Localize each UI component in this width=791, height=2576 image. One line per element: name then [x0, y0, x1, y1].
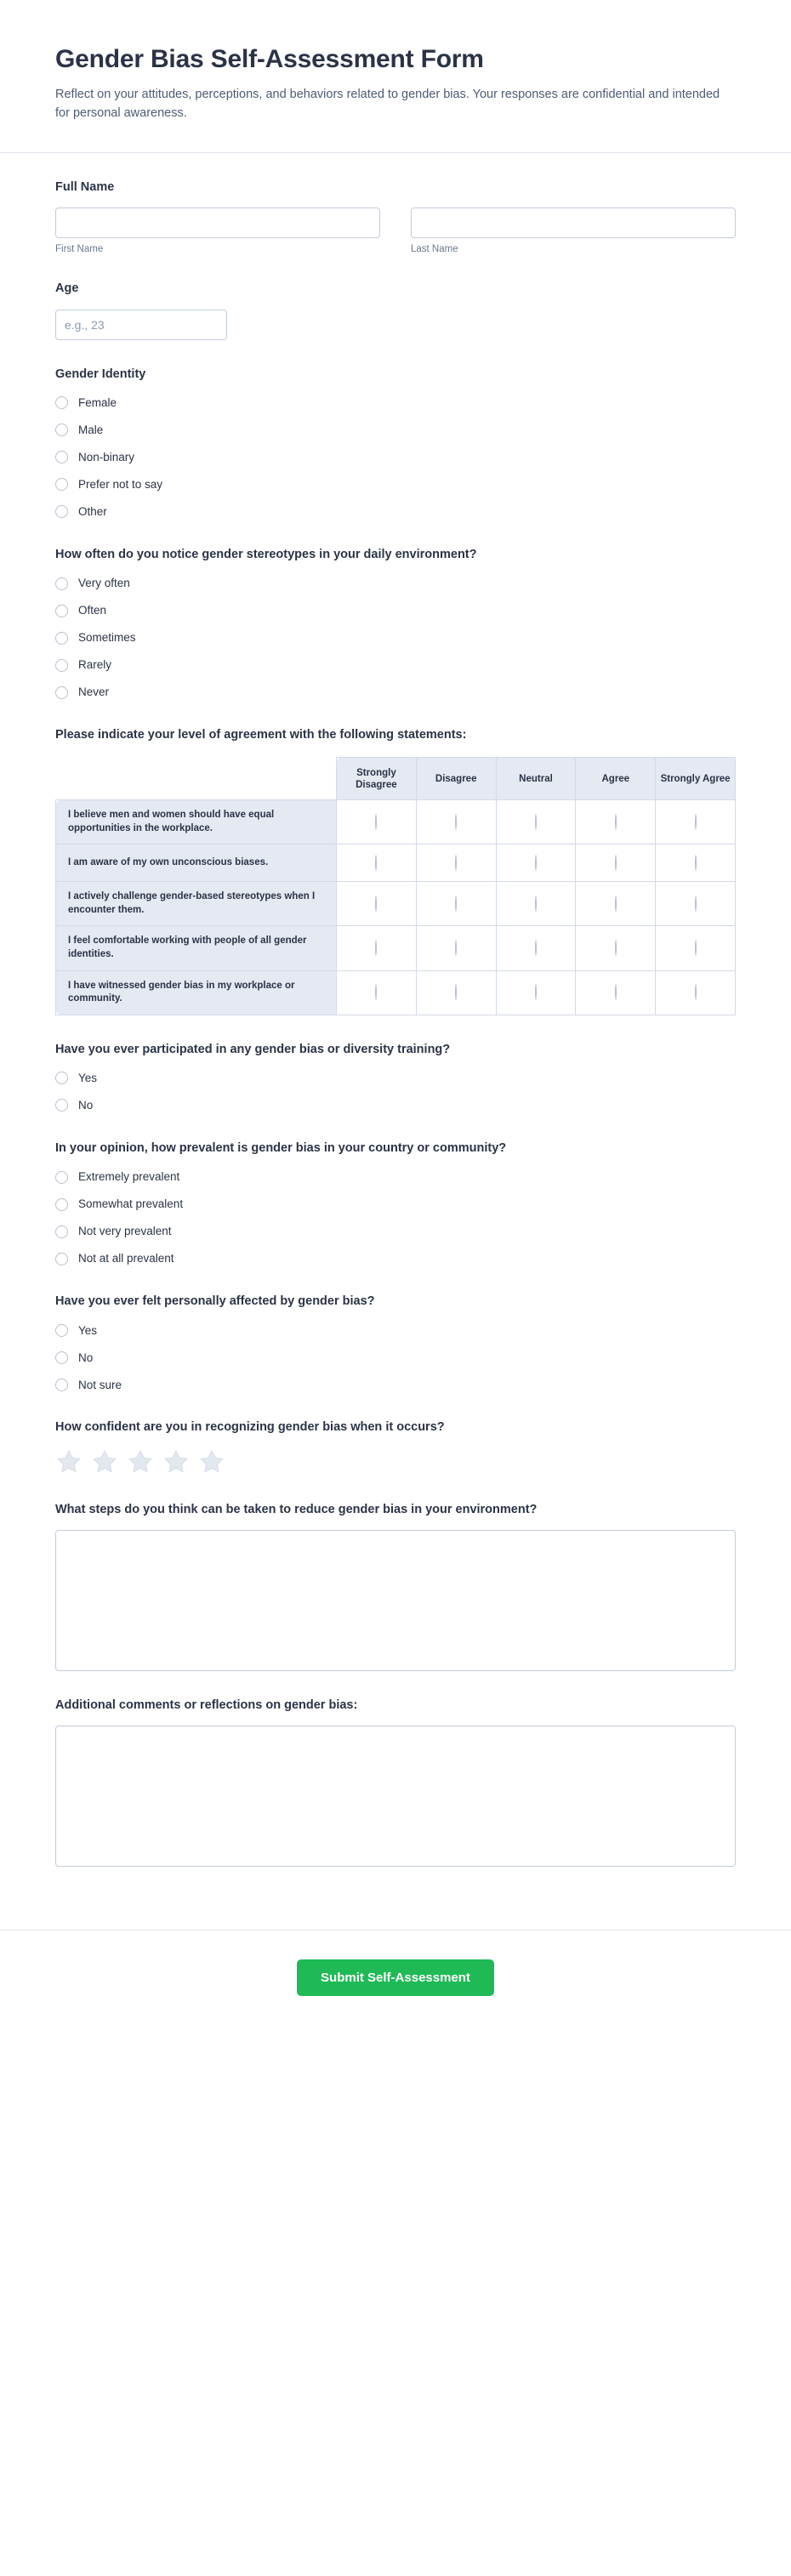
matrix-row-label: I am aware of my own unconscious biases. [56, 844, 337, 882]
radio-option-label: Somewhat prevalent [78, 1197, 184, 1211]
radio-option[interactable] [55, 1376, 736, 1393]
radio-circle-icon[interactable] [695, 855, 697, 871]
matrix-radio-cell[interactable] [337, 926, 417, 970]
radio-option-label: Extremely prevalent [78, 1170, 180, 1184]
agreement-matrix-wrap [55, 757, 736, 1015]
matrix-column-header: Agree [576, 758, 656, 800]
radio-circle-icon[interactable] [615, 855, 617, 871]
matrix-radio-cell[interactable] [576, 970, 656, 1015]
first-name-sublabel: First Name [55, 244, 104, 255]
confidence-rating-label: How confident are you in recognizing gender bias when it occurs? [55, 1420, 445, 1435]
matrix-radio-cell[interactable] [656, 800, 736, 844]
radio-option-label: Non-binary [78, 451, 135, 464]
matrix-radio-cell[interactable] [337, 882, 417, 926]
field-age [55, 280, 736, 339]
full-name-label: Full Name [55, 179, 115, 194]
radio-option[interactable] [55, 575, 736, 592]
radio-option-label: Often [78, 604, 107, 617]
field-training [55, 1041, 736, 1114]
matrix-row [56, 844, 736, 882]
radio-option[interactable] [55, 395, 736, 412]
radio-option[interactable] [55, 503, 736, 520]
radio-circle-icon[interactable] [55, 1379, 68, 1391]
matrix-radio-cell[interactable] [416, 970, 496, 1015]
radio-circle-icon[interactable] [615, 984, 617, 1000]
name-row [55, 208, 736, 254]
training-label: Have you ever participated in any gender bias or diversity training? [55, 1042, 451, 1056]
matrix-radio-cell[interactable] [576, 926, 656, 970]
steps-question-label: What steps do you think can be taken to reduce gender bias in your environment? [55, 1502, 538, 1516]
star-icon[interactable] [198, 1448, 225, 1476]
matrix-row-label: I actively challenge gender-based stereotypes when I encounter them. [56, 882, 337, 926]
radio-circle-icon[interactable] [55, 451, 68, 463]
radio-option-label: Male [78, 424, 104, 437]
radio-circle-icon[interactable] [695, 940, 697, 956]
radio-circle-icon[interactable] [455, 896, 457, 912]
matrix-radio-cell[interactable] [656, 882, 736, 926]
radio-option-label: No [78, 1099, 94, 1112]
radio-circle-icon[interactable] [375, 940, 377, 956]
radio-circle-icon[interactable] [455, 984, 457, 1000]
radio-option[interactable] [55, 1169, 736, 1186]
first-name-col [55, 208, 380, 254]
last-name-sublabel: Last Name [411, 244, 458, 255]
radio-option-label: Sometimes [78, 631, 136, 645]
radio-option-label: Yes [78, 1072, 98, 1085]
matrix-row-label: I feel comfortable working with people of all gender identities. [56, 926, 337, 970]
stereotype-frequency-label: How often do you notice gender stereotypes in your daily environment? [55, 547, 477, 561]
additional-comments-textarea[interactable] [55, 1726, 736, 1867]
matrix-column-header: Strongly Disagree [337, 758, 417, 800]
radio-option[interactable] [55, 657, 736, 674]
matrix-radio-cell[interactable] [496, 970, 576, 1015]
radio-circle-icon[interactable] [55, 1324, 68, 1337]
radio-option-label: Prefer not to say [78, 478, 163, 492]
matrix-radio-cell[interactable] [656, 844, 736, 882]
matrix-radio-cell[interactable] [576, 882, 656, 926]
additional-comments-label: Additional comments or reflections on gender bias: [55, 1698, 358, 1713]
radio-circle-icon[interactable] [55, 478, 68, 491]
field-full-name [55, 179, 736, 254]
matrix-head [56, 758, 736, 800]
radio-circle-icon[interactable] [55, 1198, 68, 1211]
field-confidence-rating [55, 1419, 736, 1475]
radio-circle-icon[interactable] [55, 1072, 68, 1084]
star-rating[interactable] [55, 1448, 736, 1476]
star-icon[interactable] [162, 1448, 190, 1476]
radio-circle-icon[interactable] [455, 855, 457, 871]
radio-circle-icon[interactable] [55, 396, 68, 409]
field-prevalence [55, 1140, 736, 1267]
radio-circle-icon[interactable] [535, 814, 537, 830]
radio-option[interactable] [55, 1322, 736, 1339]
radio-circle-icon[interactable] [375, 984, 377, 1000]
radio-circle-icon[interactable] [615, 896, 617, 912]
radio-circle-icon[interactable] [535, 940, 537, 956]
radio-circle-icon[interactable] [55, 577, 68, 590]
matrix-radio-cell[interactable] [337, 970, 417, 1015]
radio-circle-icon[interactable] [55, 505, 68, 518]
prevalence-options [55, 1169, 736, 1267]
radio-circle-icon[interactable] [55, 605, 68, 617]
matrix-radio-cell[interactable] [576, 800, 656, 844]
radio-option-label: Yes [78, 1323, 98, 1337]
form-header [0, 0, 791, 153]
field-gender-identity [55, 366, 736, 520]
agreement-matrix-table [55, 757, 736, 1015]
radio-option[interactable] [55, 1250, 736, 1267]
radio-option[interactable] [55, 1349, 736, 1366]
page-title: Gender Bias Self-Assessment Form [55, 45, 484, 73]
matrix-radio-cell[interactable] [337, 844, 417, 882]
radio-circle-icon[interactable] [615, 814, 617, 830]
radio-circle-icon[interactable] [695, 814, 697, 830]
radio-circle-icon[interactable] [535, 984, 537, 1000]
radio-option[interactable] [55, 684, 736, 701]
gender-identity-options [55, 395, 736, 520]
matrix-radio-cell[interactable] [656, 926, 736, 970]
matrix-row [56, 970, 736, 1015]
matrix-radio-cell[interactable] [337, 800, 417, 844]
stereotype-frequency-options [55, 575, 736, 701]
agreement-matrix-label: Please indicate your level of agreement with the following statements: [55, 728, 467, 742]
last-name-col [411, 208, 736, 254]
radio-option[interactable] [55, 1196, 736, 1213]
radio-option[interactable] [55, 449, 736, 466]
matrix-radio-cell[interactable] [416, 926, 496, 970]
matrix-header-row [56, 758, 736, 800]
personally-affected-options [55, 1322, 736, 1393]
radio-option-label: No [78, 1351, 94, 1364]
radio-option-label: Very often [78, 577, 130, 590]
matrix-radio-cell[interactable] [496, 882, 576, 926]
radio-circle-icon[interactable] [55, 1351, 68, 1364]
radio-option-label: Not very prevalent [78, 1225, 172, 1238]
field-additional-comments [55, 1697, 736, 1867]
first-name-input[interactable] [55, 208, 380, 238]
age-label: Age [55, 281, 79, 296]
radio-circle-icon[interactable] [55, 1225, 68, 1238]
field-stereotype-frequency [55, 546, 736, 701]
matrix-radio-cell[interactable] [496, 926, 576, 970]
matrix-radio-cell[interactable] [416, 882, 496, 926]
matrix-row-label: I have witnessed gender bias in my workplace or community. [56, 970, 337, 1015]
gender-identity-label: Gender Identity [55, 367, 146, 381]
radio-option[interactable] [55, 602, 736, 619]
matrix-radio-cell[interactable] [496, 800, 576, 844]
matrix-radio-cell[interactable] [656, 970, 736, 1015]
matrix-column-header: Disagree [416, 758, 496, 800]
matrix-column-header: Neutral [496, 758, 576, 800]
radio-option[interactable] [55, 1070, 736, 1087]
age-input[interactable] [55, 310, 227, 340]
training-options [55, 1070, 736, 1114]
form-footer [0, 1930, 791, 2030]
matrix-corner-cell [56, 758, 337, 800]
radio-circle-icon[interactable] [455, 814, 457, 830]
personally-affected-label: Have you ever felt personally affected by gender bias? [55, 1294, 375, 1309]
radio-circle-icon[interactable] [615, 940, 617, 956]
star-icon[interactable] [55, 1448, 83, 1476]
radio-circle-icon[interactable] [55, 1171, 68, 1184]
radio-option[interactable] [55, 476, 736, 493]
matrix-column-header: Strongly Agree [656, 758, 736, 800]
radio-option-label: Not sure [78, 1378, 122, 1391]
radio-option[interactable] [55, 629, 736, 646]
star-icon[interactable] [127, 1448, 154, 1476]
radio-option-label: Female [78, 396, 117, 410]
matrix-row [56, 800, 736, 844]
radio-circle-icon[interactable] [55, 659, 68, 672]
matrix-radio-cell[interactable] [576, 844, 656, 882]
field-personally-affected [55, 1293, 736, 1393]
radio-circle-icon[interactable] [375, 814, 377, 830]
radio-circle-icon[interactable] [55, 1253, 68, 1265]
radio-option[interactable] [55, 1223, 736, 1240]
radio-circle-icon[interactable] [55, 686, 68, 699]
last-name-input[interactable] [411, 208, 736, 238]
steps-question-textarea[interactable] [55, 1530, 736, 1671]
matrix-row [56, 926, 736, 970]
radio-circle-icon[interactable] [455, 940, 457, 956]
radio-circle-icon[interactable] [375, 855, 377, 871]
matrix-row [56, 882, 736, 926]
submit-button[interactable]: Submit Self-Assessment [297, 1959, 494, 1996]
radio-option[interactable] [55, 1097, 736, 1114]
radio-circle-icon[interactable] [535, 896, 537, 912]
radio-circle-icon[interactable] [55, 1099, 68, 1112]
prevalence-label: In your opinion, how prevalent is gender bias in your country or community? [55, 1140, 507, 1155]
radio-option-label: Other [78, 505, 107, 519]
radio-option[interactable] [55, 422, 736, 439]
radio-circle-icon[interactable] [695, 896, 697, 912]
radio-option-label: Not at all prevalent [78, 1252, 174, 1265]
radio-circle-icon[interactable] [375, 896, 377, 912]
matrix-radio-cell[interactable] [496, 844, 576, 882]
matrix-radio-cell[interactable] [416, 844, 496, 882]
page-subtitle: Reflect on your attitudes, perceptions, and behaviors related to gender bias. Your responses are confidential and intended for personal awareness. [55, 88, 720, 121]
form-body [0, 153, 791, 1901]
radio-circle-icon[interactable] [55, 632, 68, 645]
radio-option-label: Never [78, 685, 110, 699]
matrix-row-label: I believe men and women should have equal opportunities in the workplace. [56, 800, 337, 844]
field-agreement-matrix [55, 726, 736, 1015]
radio-option-label: Rarely [78, 658, 112, 672]
radio-circle-icon[interactable] [55, 424, 68, 436]
matrix-body [56, 800, 736, 1015]
star-icon[interactable] [91, 1448, 118, 1476]
radio-circle-icon[interactable] [535, 855, 537, 871]
matrix-radio-cell[interactable] [416, 800, 496, 844]
radio-circle-icon[interactable] [695, 984, 697, 1000]
field-steps-question [55, 1501, 736, 1671]
